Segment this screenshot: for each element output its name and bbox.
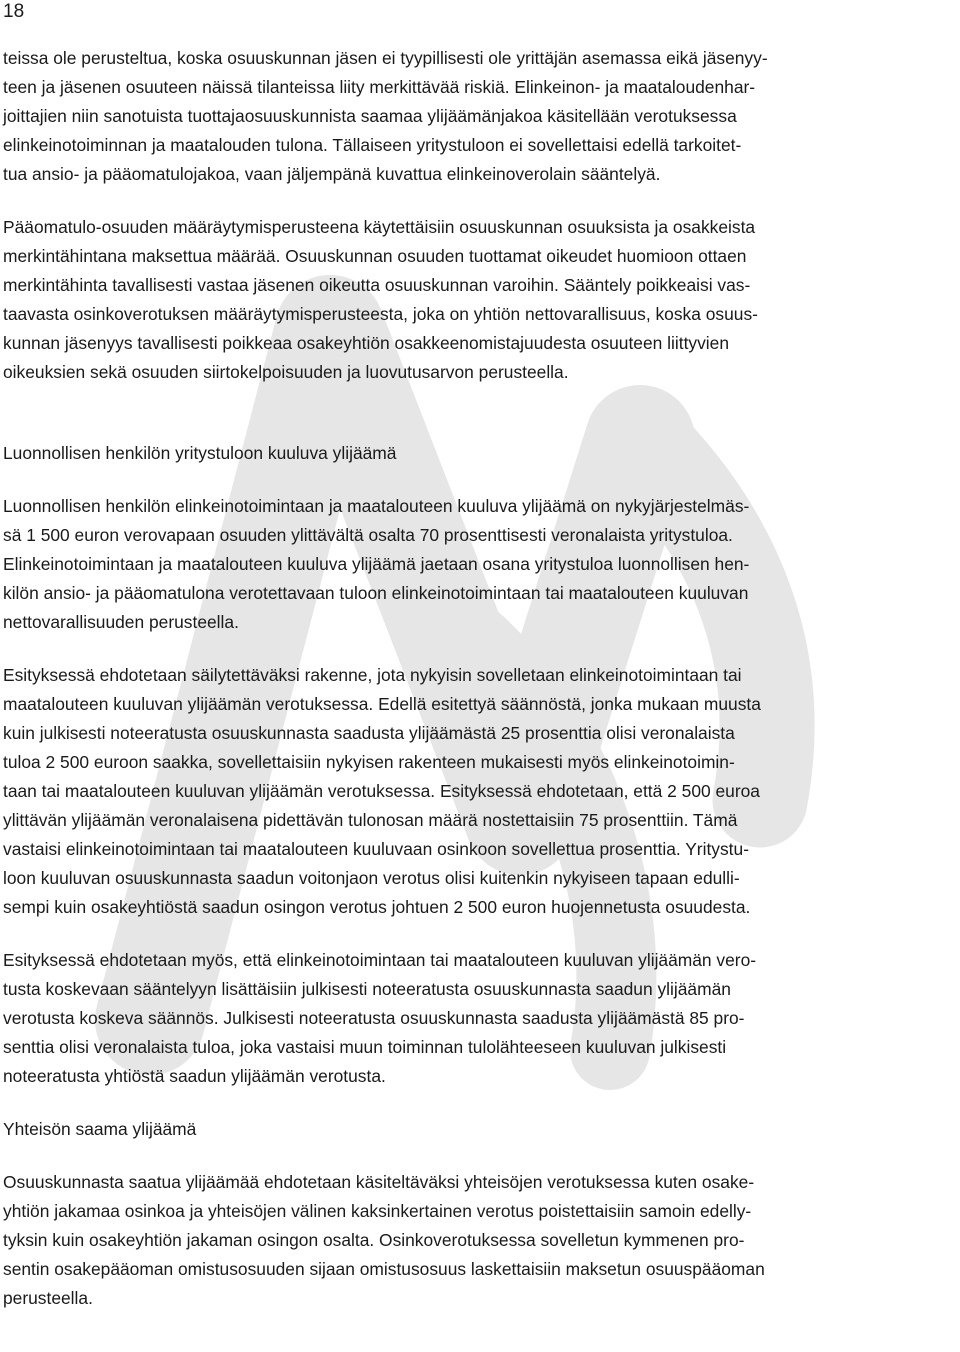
section-heading: Luonnollisen henkilön yritystuloon kuuluva ylijäämä — [3, 443, 397, 463]
paragraph — [3, 492, 955, 637]
text-line: elinkeinotoiminnan ja maatalouden tulona. Tällaiseen yritystuloon ei sovellettaisi edellä tarkoitet- — [3, 135, 742, 155]
paragraph-spacer — [3, 468, 955, 492]
section-spacer — [3, 387, 955, 439]
paragraph — [3, 213, 955, 387]
text-line: Luonnollisen henkilön elinkeinotoimintaan ja maatalouteen kuuluva ylijäämä on nykyjärjestelmäs- — [3, 496, 750, 516]
text-line: yhtiön jakamaa osinkoa ja yhteisöjen välinen kaksinkertainen verotus poistettaisiin samoin edelly- — [3, 1201, 752, 1221]
paragraph-spacer — [3, 189, 955, 213]
page-number: 18 — [3, 1, 25, 22]
text-line: vastaisi elinkeinotoimintaan tai maatalouteen kuuluvaan osinkoon sovellettua prosenttia. Yritystu- — [3, 839, 749, 859]
text-line: joittajien niin sanotuista tuottajaosuuskunnista saamaa ylijäämänjakoa käsitellään verotuksessa — [3, 106, 737, 126]
text-line: taan tai maatalouteen kuuluvan ylijäämän verotuksessa. Esityksessä ehdotetaan, että 2 500 euroa — [3, 781, 760, 801]
text-line: tyksin kuin osakeyhtiön jakaman osingon osalta. Osinkoverotuksessa sovelletun kymmenen pro- — [3, 1230, 745, 1250]
text-line: sempi kuin osakeyhtiöstä saadun osingon verotus johtuen 2 500 euron huojennetusta osuudesta. — [3, 897, 751, 917]
paragraph-spacer — [3, 1144, 955, 1168]
paragraph — [3, 44, 955, 189]
text-line: teissa ole perusteltua, koska osuuskunnan jäsen ei tyypillisesti ole yrittäjän asemassa eikä jäsenyy- — [3, 48, 768, 68]
text-line: senttia olisi veronalaista tuloa, joka vastaisi muun toiminnan tulolähteeseen kuuluvan julkisesti — [3, 1037, 727, 1057]
text-line: verotusta koskeva säännös. Julkisesti noteeratusta osuuskunnasta saadusta ylijäämästä 85 pro- — [3, 1008, 745, 1028]
text-line: kunnan jäsenyys tavallisesti poikkeaa osakeyhtiön osakkeenomistajuudesta osuuteen liittyvien — [3, 333, 730, 353]
text-line: ylittävän ylijäämän veronalaisena pidettävän tulonosan määrä nostettaisiin 75 prosenttiin. Tämä — [3, 810, 738, 830]
text-line: tusta koskevaan sääntelyyn lisättäisiin julkisesti noteeratusta osuuskunnasta saadun ylijäämän — [3, 979, 731, 999]
paragraph — [3, 1168, 955, 1313]
text-line: perusteella. — [3, 1288, 93, 1308]
text-line: Osuuskunnasta saatua ylijäämää ehdotetaan käsiteltäväksi yhteisöjen verotuksessa kuten osake- — [3, 1172, 755, 1192]
text-line: Elinkeinotoimintaan ja maatalouteen kuuluva ylijäämä jaetaan osana yritystuloa luonnollisen hen- — [3, 554, 750, 574]
text-line: nettovarallisuuden perusteella. — [3, 612, 239, 632]
text-line: merkintähinta tavallisesti vastaa jäsenen oikeutta osuuskunnan varoihin. Sääntely poikkeaisi vas- — [3, 275, 751, 295]
section-spacer — [3, 1091, 955, 1115]
text-line: Esityksessä ehdotetaan säilytettäväksi rakenne, jota nykyisin sovelletaan elinkeinotoimintaan tai — [3, 665, 742, 685]
paragraph-spacer — [3, 922, 955, 946]
paragraph-spacer — [3, 637, 955, 661]
text-line: noteeratusta yhtiöstä saadun ylijäämän verotusta. — [3, 1066, 386, 1086]
text-line: sä 1 500 euron verovapaan osuuden ylittävältä osalta 70 prosenttisesti veronalaista yritystuloa. — [3, 525, 733, 545]
paragraph — [3, 946, 955, 1091]
text-line: teen ja jäsenen osuuteen näissä tilanteissa liity merkittävää riskiä. Elinkeinon- ja maataloudenhar- — [3, 77, 756, 97]
paragraph — [3, 661, 955, 922]
text-line: kuin julkisesti noteeratusta osuuskunnasta saadusta ylijäämästä 25 prosenttia olisi veronalaista — [3, 723, 735, 743]
document-body — [3, 44, 955, 1313]
text-line: sentin osakepääoman omistusosuuden sijaan omistusosuus laskettaisiin maksetun osuuspääoman — [3, 1259, 765, 1279]
text-line: maatalouteen kuuluvan ylijäämän verotuksessa. Edellä esitettyä säännöstä, jonka mukaan muusta — [3, 694, 761, 714]
section-heading: Yhteisön saama ylijäämä — [3, 1119, 197, 1139]
text-line: tuloa 2 500 euroon saakka, sovellettaisiin nykyisen rakenteen mukaisesti myös elinkeinotoimin- — [3, 752, 735, 772]
text-line: oikeuksien sekä osuuden siirtokelpoisuuden ja luovutusarvon perusteella. — [3, 362, 569, 382]
text-line: kilön ansio- ja pääomatulona verotettavaan tuloon elinkeinotoimintaan tai maatalouteen kuuluvan — [3, 583, 749, 603]
text-line: Esityksessä ehdotetaan myös, että elinkeinotoimintaan tai maatalouteen kuuluvan ylijäämän vero- — [3, 950, 757, 970]
text-line: merkintähintana maksettua määrää. Osuuskunnan osuuden tuottamat oikeudet huomioon ottaen — [3, 246, 747, 266]
text-line: taavasta osinkoverotuksen määräytymisperusteesta, joka on yhtiön nettovarallisuus, koska osuus- — [3, 304, 758, 324]
text-line: tua ansio- ja pääomatulojakoa, vaan jäljempänä kuvattua elinkeinoverolain sääntelyä. — [3, 164, 661, 184]
text-line: loon kuuluvan osuuskunnasta saadun voitonjaon verotus olisi kuitenkin nykyiseen tapaan edulli- — [3, 868, 740, 888]
text-line: Pääomatulo-osuuden määräytymisperusteena käytettäisiin osuuskunnan osuuksista ja osakkeista — [3, 217, 756, 237]
